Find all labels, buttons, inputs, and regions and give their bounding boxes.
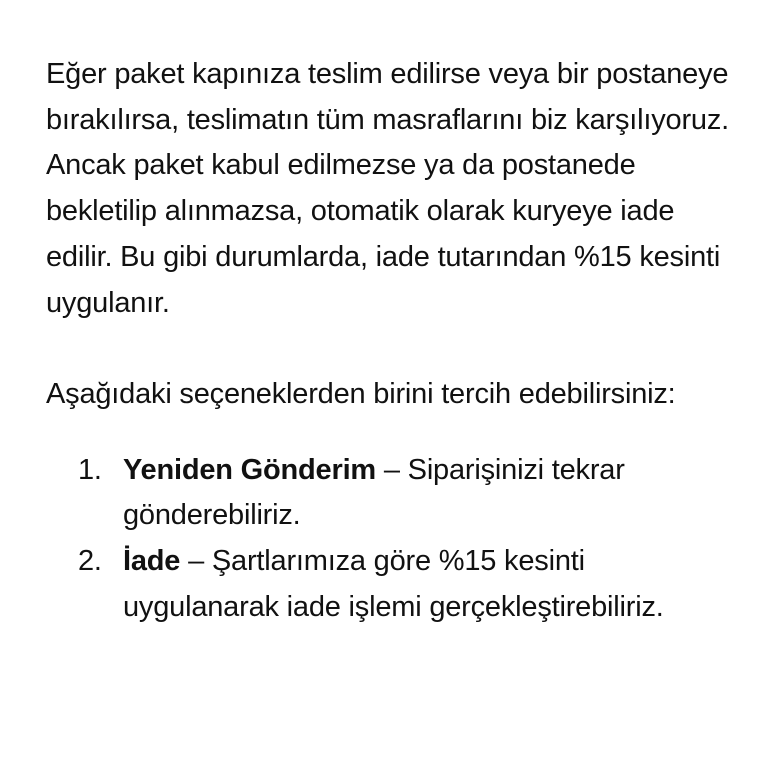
option-resend [46,448,736,539]
option-title: İade [123,545,181,578]
option-body [123,448,723,539]
option-number: 2. [78,545,102,578]
option-separator: – [180,545,212,578]
option-title: Yeniden Gönderim [123,453,377,486]
option-number: 1. [78,453,102,486]
option-description: Siparişinizi tekrar gönderebiliriz. [123,453,625,532]
option-separator: – [376,453,408,486]
option-description: Şartlarımıza göre %15 kesinti uygulanarak iade işlemi gerçekleştirebiliriz. [123,545,664,623]
options-intro-paragraph: Aşağıdaki seçeneklerden birini tercih edebilirsiniz: [46,377,676,410]
option-body [123,539,723,630]
options-list [46,448,736,631]
message-content [46,52,736,630]
policy-paragraph: Eğer paket kapınıza teslim edilirse veya bir postaneye bırakılırsa, teslimatın tüm masraflarını biz karşılıyoruz. Ancak paket kabul edilmezse ya da postanede bekletilip alınmazsa, otomatik olarak kuryeye iade edilir. Bu gibi durumlarda, iade tutarından %15 kesinti uygulanır. [46,58,729,319]
option-refund [46,539,736,630]
